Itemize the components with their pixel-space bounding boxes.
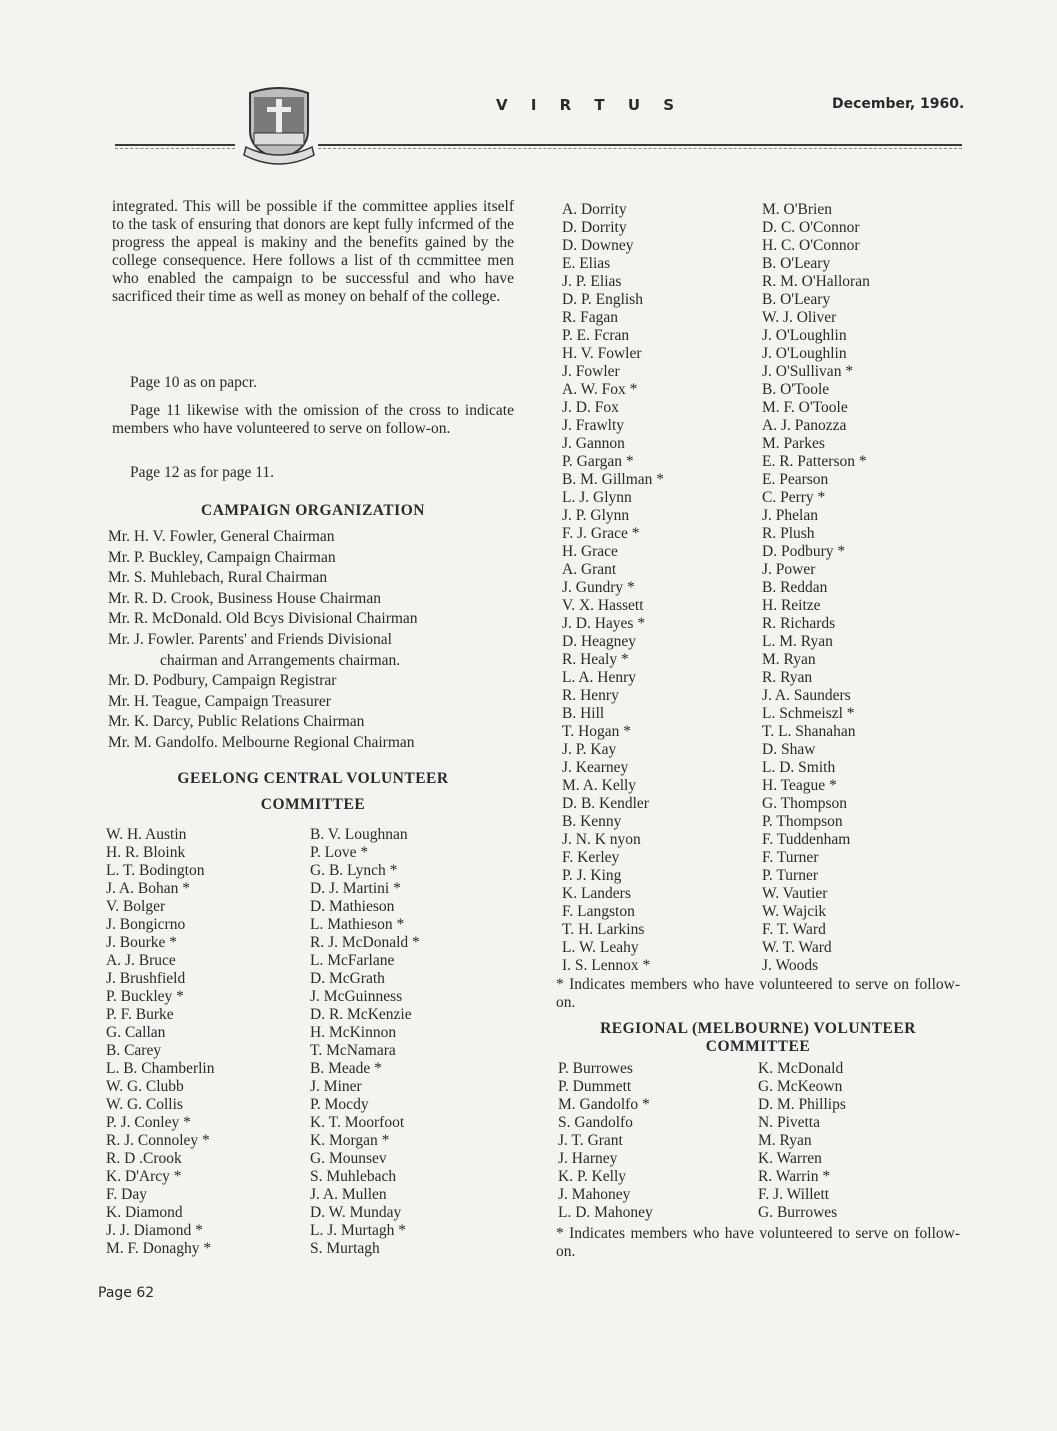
name-entry: J. T. Grant <box>558 1132 623 1149</box>
name-entry: B. Kenny <box>562 813 622 830</box>
name-entry: W. G. Collis <box>106 1096 183 1113</box>
note-page-12: Page 12 as for page 11. <box>130 464 275 481</box>
name-entry: J. J. Diamond * <box>106 1222 203 1239</box>
org-line: Mr. H. V. Fowler, General Chairman <box>108 528 335 545</box>
geelong-names-col1 <box>106 826 215 1258</box>
name-entry: D. Dorrity <box>562 219 627 236</box>
name-entry: P. Thompson <box>762 813 843 830</box>
name-entry: E. R. Patterson * <box>762 453 867 470</box>
name-entry: B. Reddan <box>762 579 828 596</box>
name-entry: K. Landers <box>562 885 631 902</box>
name-entry: W. T. Ward <box>762 939 832 956</box>
org-line: Mr. M. Gandolfo. Melbourne Regional Chairman <box>108 733 415 751</box>
name-entry: B. O'Leary <box>762 291 831 308</box>
name-entry: K. Morgan * <box>310 1132 390 1149</box>
name-entry: S. Murtagh <box>310 1240 380 1257</box>
org-line: Mr. R. McDonald. Old Bcys Divisional Chairman <box>108 610 418 628</box>
name-entry: R. Ryan <box>762 669 813 686</box>
name-entry: J. Mahoney <box>558 1186 631 1203</box>
name-entry: P. Gargan * <box>562 453 634 470</box>
name-entry: D. Heagney <box>562 633 637 650</box>
name-entry: L. Schmeiszl * <box>762 705 855 722</box>
name-entry: J. P. Glynn <box>562 507 630 524</box>
name-entry: P. Mocdy <box>310 1096 369 1113</box>
name-entry: S. Gandolfo <box>558 1114 633 1131</box>
name-entry: J. Phelan <box>762 507 818 524</box>
name-entry: V. Bolger <box>106 898 166 915</box>
name-entry: A. J. Bruce <box>106 952 176 969</box>
name-entry: S. Muhlebach <box>310 1168 397 1185</box>
name-entry: J. N. K nyon <box>562 831 641 848</box>
name-entry: J. Fowler <box>562 363 620 380</box>
name-entry: N. Pivetta <box>758 1114 820 1131</box>
name-entry: W. Vautier <box>762 885 828 902</box>
name-entry: R. J. Connoley * <box>106 1132 210 1149</box>
name-entry: P. J. King <box>562 867 622 884</box>
name-entry: M. Ryan <box>762 651 816 668</box>
name-entry: G. McKeown <box>758 1078 843 1095</box>
name-entry: H. Grace <box>562 543 618 560</box>
name-entry: H. Teague * <box>762 777 837 794</box>
name-entry: M. Ryan <box>758 1132 812 1149</box>
name-entry: D. McGrath <box>310 970 385 987</box>
name-entry: P. Buckley * <box>106 988 184 1005</box>
name-entry: J. Miner <box>310 1078 362 1095</box>
volunteer-names-col2 <box>762 201 870 975</box>
name-entry: J. Gundry * <box>562 579 635 596</box>
name-entry: T. L. Shanahan <box>762 723 856 740</box>
name-entry: G. Burrowes <box>758 1204 838 1221</box>
name-entry: R. Fagan <box>562 309 618 326</box>
name-entry: R. Richards <box>762 615 836 632</box>
name-entry: B. O'Leary <box>762 255 831 272</box>
name-entry: F. Langston <box>562 903 635 920</box>
name-entry: J. Frawlty <box>562 417 624 434</box>
name-entry: F. Day <box>106 1186 147 1203</box>
regional-names-col2 <box>758 1060 846 1222</box>
name-entry: I. S. Lennox * <box>562 957 651 974</box>
name-entry: B. Hill <box>562 705 605 722</box>
org-line: Mr. K. Darcy, Public Relations Chairman <box>108 713 365 731</box>
name-entry: W. J. Oliver <box>762 309 837 326</box>
name-entry: L. M. Ryan <box>762 633 833 650</box>
name-entry: D. W. Munday <box>310 1204 402 1221</box>
name-entry: L. A. Henry <box>562 669 637 686</box>
name-entry: V. X. Hassett <box>562 597 644 614</box>
name-entry: H. McKinnon <box>310 1024 397 1041</box>
name-entry: J. O'Loughlin <box>762 345 847 362</box>
name-entry: L. D. Mahoney <box>558 1204 653 1221</box>
name-entry: E. Pearson <box>762 471 829 488</box>
name-entry: F. Kerley <box>562 849 620 866</box>
name-entry: R. Healy * <box>562 651 629 668</box>
name-entry: E. Elias <box>562 255 611 272</box>
name-entry: L. J. Murtagh * <box>310 1222 407 1239</box>
name-entry: F. Tuddenham <box>762 831 851 848</box>
name-entry: F. J. Willett <box>758 1186 830 1203</box>
regional-heading-line1: REGIONAL (MELBOURNE) VOLUNTEER <box>600 1020 916 1037</box>
campaign-organization-heading: CAMPAIGN ORGANIZATION <box>201 502 425 519</box>
name-entry: J. P. Elias <box>562 273 622 290</box>
name-entry: R. D .Crook <box>106 1150 182 1167</box>
name-entry: D. C. O'Connor <box>762 219 860 236</box>
name-entry: A. J. Panozza <box>762 417 847 434</box>
name-entry: D. P. English <box>562 291 643 308</box>
name-entry: R. Warrin * <box>758 1168 831 1185</box>
name-entry: G. Callan <box>106 1024 166 1041</box>
name-entry: K. P. Kelly <box>558 1168 627 1185</box>
name-entry: J. D. Hayes * <box>562 615 646 632</box>
org-line: Mr. S. Muhlebach, Rural Chairman <box>108 569 328 587</box>
name-entry: B. Carey <box>106 1042 162 1059</box>
org-line: chairman and Arrangements chairman. <box>160 651 401 669</box>
name-entry: L. D. Smith <box>762 759 836 776</box>
name-entry: G. Mounsev <box>310 1150 387 1167</box>
name-entry: B. V. Loughnan <box>310 826 408 843</box>
note-page-11: Page 11 likewise with the omission of the cross to indicate members who have volunteered to serve on follow-on. <box>112 402 514 437</box>
name-entry: J. Woods <box>762 957 819 974</box>
name-entry: W. Wajcik <box>762 903 827 920</box>
name-entry: D. M. Phillips <box>758 1096 846 1113</box>
name-entry: D. Downey <box>562 237 634 254</box>
name-entry: G. B. Lynch * <box>310 862 398 879</box>
name-entry: D. Shaw <box>762 741 816 758</box>
name-entry: W. G. Clubb <box>106 1078 184 1095</box>
regional-heading-line2: COMMITTEE <box>705 1038 811 1055</box>
name-entry: J. Brushfield <box>106 970 186 987</box>
name-entry: P. F. Burke <box>106 1006 174 1023</box>
name-entry: J. Gannon <box>562 435 625 452</box>
org-line: Mr. H. Teague, Campaign Treasurer <box>108 692 331 710</box>
name-entry: M. F. Donaghy * <box>106 1240 212 1257</box>
name-entry: B. M. Gillman * <box>562 471 665 488</box>
name-entry: J. Bourke * <box>106 934 178 951</box>
name-entry: M. Gandolfo * <box>558 1096 650 1113</box>
geelong-heading-line2: COMMITTEE <box>260 796 366 813</box>
name-entry: K. McDonald <box>758 1060 844 1077</box>
name-entry: A. Dorrity <box>562 201 627 218</box>
name-entry: K. T. Moorfoot <box>310 1114 405 1131</box>
name-entry: R. Plush <box>762 525 815 542</box>
page-number: Page 62 <box>98 1285 155 1301</box>
name-entry: K. Warren <box>758 1150 822 1167</box>
name-entry: D. J. Martini * <box>310 880 401 897</box>
name-entry: M. A. Kelly <box>562 777 637 794</box>
name-entry: J. Harney <box>558 1150 618 1167</box>
name-entry: F. T. Ward <box>762 921 826 938</box>
name-entry: H. R. Bloink <box>106 844 186 861</box>
name-entry: P. Burrowes <box>558 1060 633 1077</box>
name-entry: J. Bongicrno <box>106 916 186 933</box>
name-entry: D. Mathieson <box>310 898 395 915</box>
name-entry: J. A. Mullen <box>310 1186 387 1203</box>
name-entry: P. J. Conley * <box>106 1114 191 1131</box>
name-entry: R. Henry <box>562 687 619 704</box>
name-entry: H. C. O'Connor <box>762 237 860 254</box>
intro-paragraph: integrated. This will be possible if the committee applies itself to the task of ensuring that donors are kept fully infcrmed of the progress the appeal is makiny and the benefits gained by the college consequence. Here follows a list of th ccmmittee men who enabled the campaign to be successful and who have sacrificed their time as well as money on behalf of the college. <box>112 198 514 305</box>
name-entry: J. Kearney <box>562 759 629 776</box>
org-line: Mr. J. Fowler. Parents' and Friends Divisional <box>108 630 392 648</box>
name-entry: J. A. Saunders <box>762 687 851 704</box>
regional-names-col1 <box>558 1060 653 1222</box>
name-entry: L. W. Leahy <box>562 939 639 956</box>
name-entry: L. Mathieson * <box>310 916 405 933</box>
org-line: Mr. D. Podbury, Campaign Registrar <box>108 672 337 690</box>
name-entry: A. W. Fox * <box>562 381 638 398</box>
issue-date: December, 1960. <box>832 96 965 112</box>
name-entry: L. J. Glynn <box>562 489 632 506</box>
name-entry: K. Diamond <box>106 1204 183 1221</box>
name-entry: J. D. Fox <box>562 399 619 416</box>
name-entry: C. Perry * <box>762 489 826 506</box>
name-entry: L. B. Chamberlin <box>106 1060 215 1077</box>
org-line: Mr. R. D. Crook, Business House Chairman <box>108 589 381 607</box>
name-entry: P. Turner <box>762 867 818 884</box>
name-entry: B. Meade * <box>310 1060 382 1077</box>
college-crest-logo <box>240 85 318 171</box>
name-entry: H. Reitze <box>762 597 821 614</box>
header-rule-right <box>318 144 962 146</box>
name-entry: F. J. Grace * <box>562 525 640 542</box>
name-entry: M. F. O'Toole <box>762 399 848 416</box>
name-entry: T. McNamara <box>310 1042 396 1059</box>
regional-footnote: * Indicates members who have volunteered to serve on follow-on. <box>556 1225 960 1260</box>
name-entry: P. Dummett <box>558 1078 632 1095</box>
name-entry: L. McFarlane <box>310 952 395 969</box>
name-entry: L. T. Bodington <box>106 862 205 879</box>
name-entry: D. Podbury * <box>762 543 846 560</box>
name-entry: H. V. Fowler <box>562 345 642 362</box>
volunteer-footnote: * Indicates members who have volunteered to serve on follow-on. <box>556 976 960 1011</box>
name-entry: G. Thompson <box>762 795 847 812</box>
header-rule-left <box>115 144 235 146</box>
geelong-heading-line1: GEELONG CENTRAL VOLUNTEER <box>177 770 449 787</box>
geelong-names-col2 <box>310 826 420 1258</box>
name-entry: B. O'Toole <box>762 381 830 398</box>
magazine-title: V I R T U S <box>496 96 684 114</box>
name-entry: M. Parkes <box>762 435 825 452</box>
name-entry: J. McGuinness <box>310 988 403 1005</box>
name-entry: D. R. McKenzie <box>310 1006 412 1023</box>
note-page-10: Page 10 as on papcr. <box>130 374 257 391</box>
name-entry: F. Turner <box>762 849 819 866</box>
name-entry: J. P. Kay <box>562 741 617 758</box>
name-entry: D. B. Kendler <box>562 795 649 812</box>
name-entry: P. E. Fcran <box>562 327 630 344</box>
org-line: Mr. P. Buckley, Campaign Chairman <box>108 548 336 566</box>
name-entry: M. O'Brien <box>762 201 832 218</box>
name-entry: W. H. Austin <box>106 826 187 843</box>
name-entry: J. Power <box>762 561 816 578</box>
name-entry: J. O'Loughlin <box>762 327 847 344</box>
name-entry: A. Grant <box>562 561 617 578</box>
volunteer-names-col1 <box>562 201 664 975</box>
name-entry: R. J. McDonald * <box>310 934 420 951</box>
name-entry: J. A. Bohan * <box>106 880 190 897</box>
name-entry: P. Love * <box>310 844 369 861</box>
name-entry: T. H. Larkins <box>562 921 645 938</box>
name-entry: T. Hogan * <box>562 723 632 740</box>
name-entry: R. M. O'Halloran <box>762 273 870 290</box>
name-entry: K. D'Arcy * <box>106 1168 182 1185</box>
name-entry: J. O'Sullivan * <box>762 363 854 380</box>
campaign-organization-list <box>108 527 518 754</box>
